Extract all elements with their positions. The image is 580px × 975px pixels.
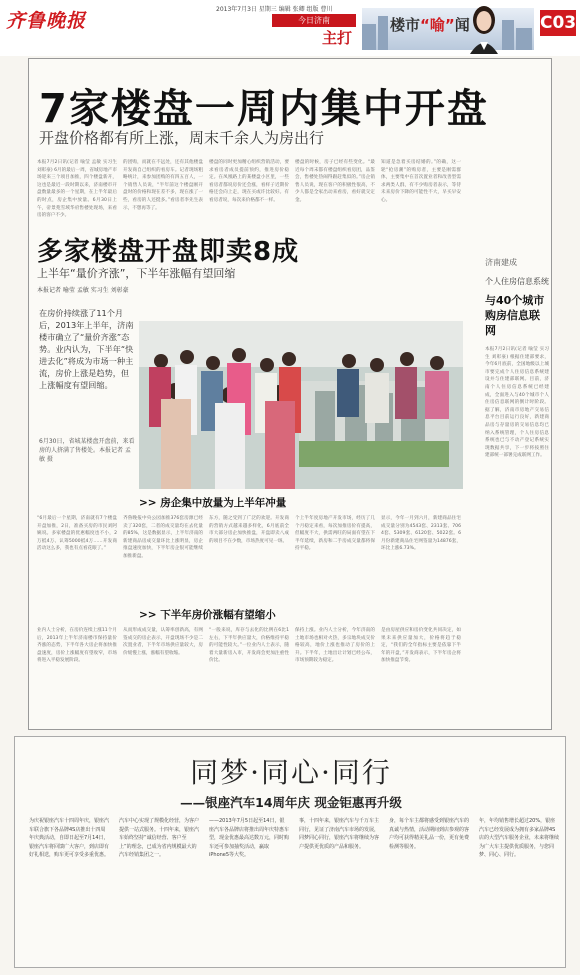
column-banner <box>362 8 534 50</box>
secondary-subhead: 上半年“量价齐涨”，下半年涨幅有望回缩 <box>37 267 236 280</box>
columnist-portrait <box>466 2 502 54</box>
section-subhead: >> 房企集中放量为上半年冲量 <box>139 497 287 509</box>
skyline-building <box>502 20 514 50</box>
byline: 本报记者 喻莹 孟敏 实习生 刘彰豪 <box>37 287 129 294</box>
main-subhead: 开盘价格都有所上涨，周末千余人为房出行 <box>39 129 325 147</box>
skyline-building <box>516 28 532 50</box>
ad-column: 汽车中心实现了规模化经营，为客户提供一站式服务。十四年来，银座汽车始终坚持“诚信经营、客户至上”的理念，已成为省内规模最大的汽车经销集团之一。 <box>119 818 200 859</box>
advertorial-block <box>14 736 566 968</box>
column-title-q: “喻” <box>420 16 455 34</box>
article-column: “6月最后一个星期，济南就有7个楼盘开盘加推，2日，准备买房的市民刘阿姨说。多家楼盘的优惠幅度也不小，2万抵4万、认筹5000抵4万……开发商活动这么多，我也有点看花眼了。” <box>37 516 117 552</box>
masthead <box>0 0 580 56</box>
column-title <box>390 14 470 35</box>
page-number: C03 <box>540 10 576 36</box>
article-column: 是由房屋供应和房价变化共同决定，如果未来供应量加大，价格将趋于稳定，“我们的全年指标主要是依靠下半年的开盘，”开发商表示，下半年房企将加快推盘节奏。 <box>381 628 461 664</box>
lead-story-block <box>28 58 552 730</box>
ad-column: 年，年均销售增长超过20%，银座汽车已经发展成为拥有多家品牌4S店的大型汽车服务企业，未来将继续为广大车主提供优质服务，与您同梦、同心、同行。 <box>479 818 560 859</box>
article-column: 楼盘的同时更加精心组织营销活动，要求看房者成员提前预约，推进房价稳定。在凤凰路上的某楼盘小区里，一些看房者都说房价还会涨，看样子近期价格还会向上走，现在买或许比较好。有看房者说，每次来价格都不一样。 <box>209 160 289 203</box>
section-label: 主打 <box>322 29 353 47</box>
lead-article-columns <box>37 159 463 229</box>
sidebar-tag: 个人住房信息系统 <box>485 277 549 286</box>
secondary-headline: 多家楼盘开盘即卖8成 <box>37 237 300 267</box>
main-headline: 7家楼盘一周内集中开盘 <box>39 86 489 132</box>
sidebar-text: 本报7月2日讯(记者 喻莹 实习生 刘彰豪) 根据住建部要求，今年6月底前，全国地级以上城市要完成个人住房信息系统建设并与住建部联网。目前，济南个人住房信息系统已经建成，全面进入与40个城市个人住房信息联网的倒计时阶段。据了解，济南市房地产交易信息平台目前运行良好，新建商品房与存量房的交易信息均已纳入系统管理，个人住房信息系统也已与不动产登记系统实现数据共享，下一步将按照住建部统一部署完成联网工作。 <box>485 347 549 459</box>
skyline-building <box>378 16 388 50</box>
article-body-mid <box>37 515 463 595</box>
section-subhead: >> 下半年房价涨幅有望缩小 <box>139 609 276 621</box>
article-column: 从而形成成交量，认筹率创新高，有网签成交的房企表示，开盘现场不少是二次置业者，下半年市场供应量较大，房价缓慢上涨，涨幅有望收缩。 <box>123 628 203 656</box>
article-intro: 在房价持续涨了11个月后，2013年上半年，济南楼市确立了“量价齐涨”态势。业内认为，下半年“快进去化”将成为市场一种主流，房价上涨是趋势，但上涨幅度有望回缩。 <box>39 308 134 390</box>
article-column: 齐鲁晚报中央公园加推376套房源已经卖了320套，二者的成交量均在去化量的85%，这是数据显示，上半年济南的新建商品房成交量环比上涨明显，房企推盘速度加快，下半年房企很可能继续加推新盘。 <box>123 516 203 559</box>
article-body-low <box>37 627 463 719</box>
sidebar-tag: 济南建成 <box>485 258 517 267</box>
column-title-a: 楼市 <box>390 16 421 34</box>
ad-column: ——2013年7月5日起至14日，银座汽车各品牌店将推出周年庆特惠车型，现金优惠最高达数万元，同时购车还可参加抽奖活动，赢取iPhone5等大奖。 <box>209 818 290 859</box>
ad-columns <box>29 817 559 963</box>
sidebar-story <box>485 159 549 629</box>
ad-column: 为庆祝银座汽车十四周年庆，银座汽车联合旗下各品牌4S店推出十四周年庆典活动，自即日起至7月14日，银座汽车将回馈广大客户，到店即有好礼相送，购车更可享受多重优惠。 <box>29 818 110 859</box>
section-tag: 今日济南 <box>272 14 356 27</box>
article-column: 业内人士分析，在房价连续上涨11个月后，2013年上半年济南楼市保持量价齐涨的态势，下半年各大房企将加快推盘速度，房价上涨幅度有望收窄，市场将进入平稳发展阶段。 <box>37 628 117 664</box>
ad-subtitle: ——银座汽车14周年庆 现金钜惠再升级 <box>180 795 402 810</box>
article-column: 东方，随之受到了广泛的欢迎。开发商的营销方式越来越多样化，6月底前全市大部分房企加快推盘，开盘即卖八成的项目不在少数，市场热度可见一斑。 <box>209 516 289 544</box>
skyline-building <box>362 24 376 50</box>
article-column: 本报7月2日讯(记者 喻莹 孟敏 实习生 刘彰豪) 6月的最后一周，省城房地产市场迎来三个项目加推，四个楼盘新开，这也是最近一段时期以来，济南楼市开盘数量最多的一个星期，在上半年最后的时点，房企集中放量。6月30日上午，帝景苑雪域华府售楼处现场，来看房的客户不少。 <box>37 160 117 219</box>
news-photo <box>139 321 463 489</box>
issue-meta: 2013年7月3日 星期三 编辑 张卿 组版 曹川 <box>216 6 333 13</box>
article-column: 保持上涨。业内人士分析，今年济南的土地市场也相对火热，多宗地块成交价格较高，地价上涨也推动了房价的上升。下半年，土地出让计划已经公布，市场预期较为稳定。 <box>295 628 375 664</box>
sidebar-title: 与40个城市购房信息联网 <box>485 294 545 337</box>
ad-title: 同梦·同心·同行 <box>190 756 392 789</box>
article-column: 楼盘的时候，房子已经有些变化。“最近每个周末都有楼盘组织看房团，品鉴会，售楼处热闹得跟赶集似的。”房企销售人员说，现在客户的积极性很高，不少人都是全家出动来看房，看好就交定金。 <box>295 160 375 203</box>
article-column: “一般来说，库存与去化的比例在6比1左右，下半年供应量大，价格维持平稳的可能性较大。”一位业内人士表示，随着大量新房入市，开发商会更加注重性价比。 <box>209 628 289 664</box>
article-column: 显示，今年一月到六月，新建商品住宅成交量分别为4543套、2313套、7064套、5309套、6120套、5022套。6月份新建商品住宅网签量为14876套，环比上涨6.73%。 <box>381 516 461 552</box>
article-column: 个上半年度房地产开发市场，经历了几个月稳定来看，每次加推房价有提高，但幅度不大，供需两旺的局面有望在下半年延续，新房和二手房成交量都将保持平稳。 <box>295 516 375 552</box>
ad-column: 事，十四年来，银座汽车与千万车主同行，见证了济南汽车市场的发展，同梦同心同行，银座汽车将继续为客户提供更优质的产品和服务。 <box>299 818 380 850</box>
article-column: 的团购，而就在不远处，还有其他楼盘开发商自己组织的看房车。记者现场粗略统计，来参加团购的有四五百人，一个销售人员说，“半年前这个楼盘刚开盘时的价格和现在差不多，现在涨了一些，看房的人还挺多。”看房者李先生表示，不想再等了。 <box>123 160 203 211</box>
photo-caption: 6月30日，省城某楼盘开盘前，来看房的人挤满了售楼处。本报记者 孟敏 摄 <box>39 438 135 463</box>
column-title-b: 闻 <box>454 16 470 34</box>
article-column: 知道是急着买房结婚的。”的确，这一轮“抢房潮”的购房者，主要是刚需群体，主要集中在首次置业者和改善型需求两类人群，有不少购房者表示，等待未来房价下降的可能性不大，早买早安心。 <box>381 160 461 203</box>
newspaper-logo: 齐鲁晚报 <box>6 10 87 32</box>
ad-column: 身，每个车主都将感受到银座汽车的真诚与热情，活动期间到店参观的客户均可获得精美礼品一份，更有免费检测等服务。 <box>389 818 470 850</box>
